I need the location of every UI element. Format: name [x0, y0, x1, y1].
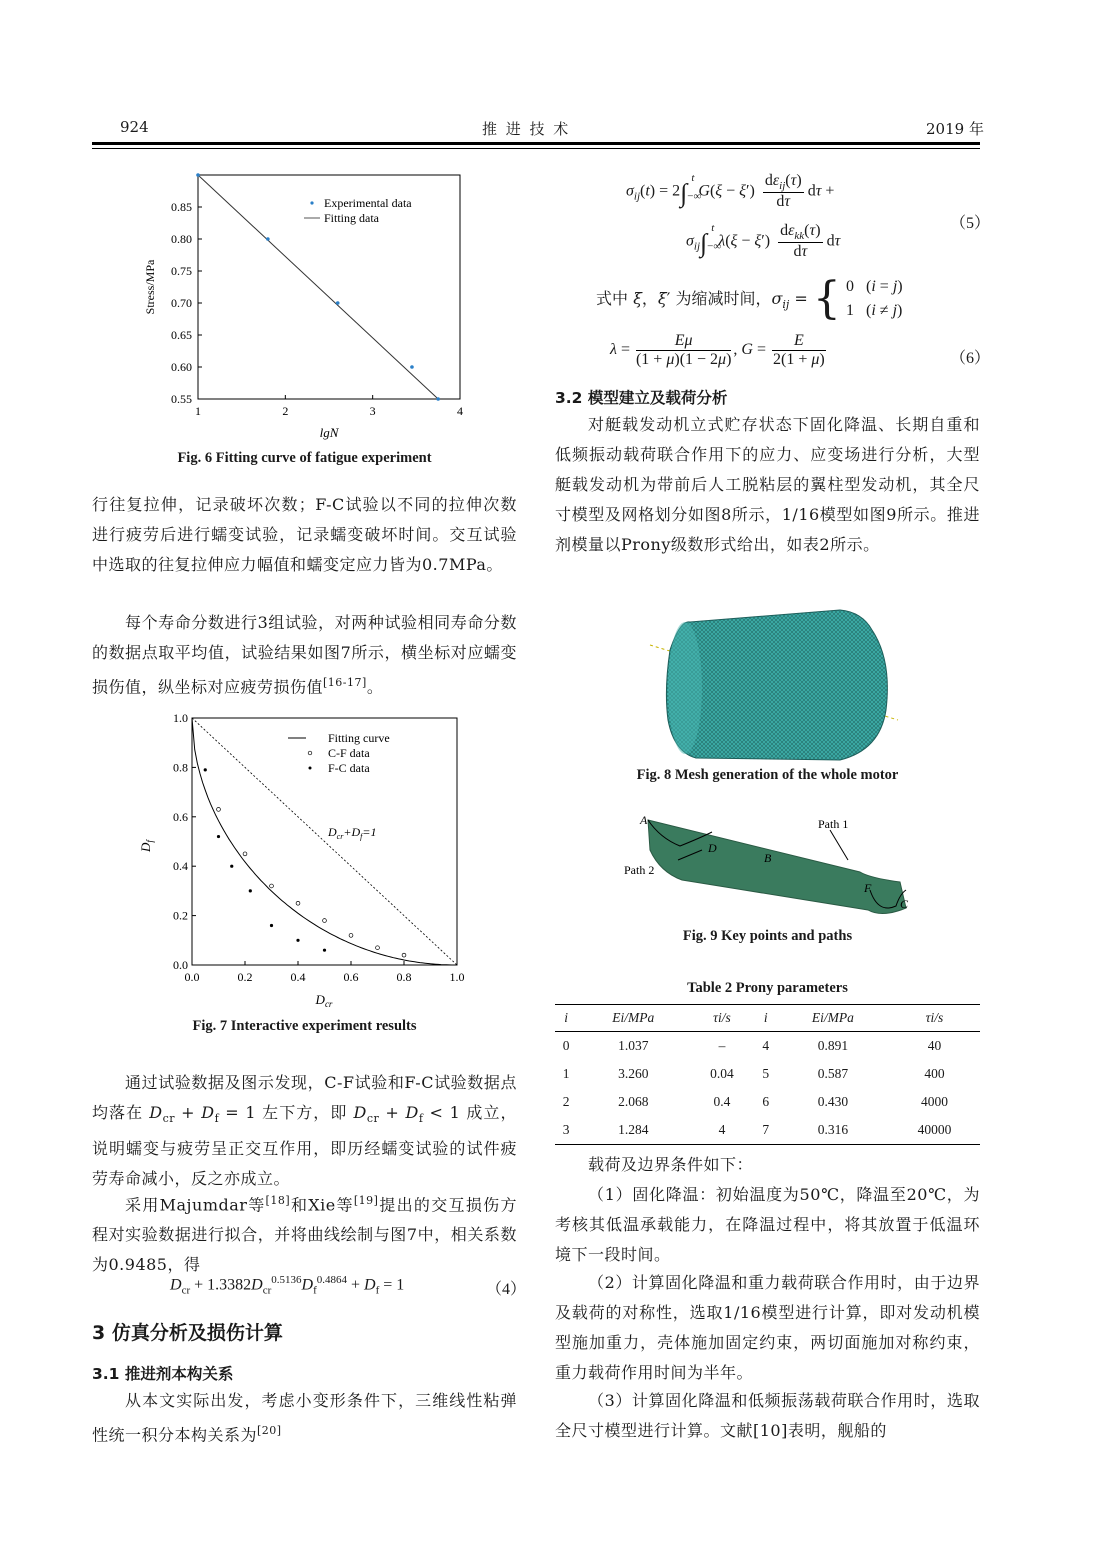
fig9-label-path1: Path 1: [818, 817, 849, 831]
section-3-2-heading: 3.2 模型建立及载荷分析: [555, 389, 728, 407]
equation-6: λ = $\frac{E\mu}{(1 + \mu)(1 - 2\mu)}$ , G = $\frac{E}{2(1 + \mu)}$: [610, 332, 825, 368]
fig6-legend-fit: Fitting data: [324, 211, 379, 225]
fig7-cf-point: [296, 901, 300, 905]
fig7-cf-point: [376, 946, 380, 950]
fig7-fc-point: [323, 949, 326, 952]
table-cell: 40: [927, 1038, 942, 1053]
paragraph-9: （2）计算固化降温和重力载荷联合作用时，由于边界及载荷的对称性，选取1/16模型进行计算，即对发动机模型施加重力，壳体施加固定约束，两切面施加对称约束，重力载荷作用时间为半年。: [555, 1273, 980, 1382]
fig7-xlabel: $D_{cr}$: [315, 992, 333, 1009]
fig6-xlabel: lgN: [319, 425, 339, 440]
fig7-xtick-label: 0.2: [237, 970, 253, 984]
fig7-legend-fit: Fitting curve: [328, 731, 390, 745]
fig7-xtick-label: 0.4: [290, 970, 306, 984]
table-cell: 0: [562, 1038, 570, 1053]
fig7-ylabel: $D_f$: [138, 840, 155, 852]
fig7-cf-point: [217, 807, 221, 811]
fig7-fc-point: [296, 939, 299, 942]
table-cell: 400: [924, 1066, 945, 1081]
fig8-caption: Fig. 8 Mesh generation of the whole motor: [636, 767, 899, 783]
table-row: [555, 1088, 980, 1116]
fig6-legend: [304, 196, 412, 225]
fig7-xtick-label: 0.0: [184, 970, 200, 984]
fig9-label-A: A: [640, 813, 648, 827]
table2-header-row: [555, 1005, 980, 1032]
fig6-chart: [130, 165, 470, 445]
fig6-data-point: [266, 237, 270, 241]
table-cell: 0.891: [817, 1038, 849, 1053]
header-rule-thin: [92, 148, 980, 149]
equation-6-number: （6）: [950, 350, 991, 367]
table2-header-cell: Ei/MPa: [777, 1005, 889, 1032]
fig7-ytick-label: 0.0: [173, 958, 188, 972]
equation-5-line-1: $\sigma_{ij}(t) = 2\int_{-\infty}^t$ G(ξ − ξ′) $d\varepsilon_{ij}(\tau)$ dτ dτ +: [626, 172, 835, 211]
where-clause: 式中 ξ，ξ′ 为缩减时间，$\sigma_{ij}$ = { 0 (i = j) 1 (i ≠ j): [596, 273, 903, 324]
fig6-xtick-label: 3: [369, 404, 376, 418]
fig7-cf-point: [270, 884, 274, 888]
table-cell: 0.430: [817, 1094, 849, 1109]
table-cell: 0.316: [817, 1122, 849, 1137]
fig6-xtick-label: 1: [195, 404, 201, 418]
table-cell: 7: [762, 1122, 770, 1137]
fig7-fc-point: [204, 768, 207, 771]
paragraph-8: （1）固化降温：初始温度为50℃，降温至20℃，为考核其低温承载能力，在降温过程中，将其放置于低温环境下一段时间。: [555, 1185, 980, 1264]
table2-body: [555, 1032, 980, 1145]
table-row: [555, 1116, 980, 1144]
fig7-cf-point: [243, 852, 247, 856]
fig9-label-D: D: [708, 841, 717, 855]
paragraph-2-end: 。: [366, 677, 384, 697]
table2-header-cell: i: [555, 1005, 577, 1032]
fig7-fc-point: [249, 889, 252, 892]
table2-header-cell: Ei/MPa: [577, 1005, 689, 1032]
fig7-legend-cf: C-F data: [328, 746, 370, 760]
fig7-xtick-label: 0.6: [343, 970, 359, 984]
fig6-ytick-label: 0.75: [171, 264, 192, 278]
fig6-xtick-label: 2: [282, 404, 289, 418]
fig6-ytick-label: 0.65: [171, 328, 192, 342]
table2-caption: Table 2 Prony parameters: [687, 980, 848, 996]
fig9-label-F: F: [864, 881, 872, 895]
fig7-fc-point: [230, 865, 233, 868]
table-cell: 1: [562, 1066, 570, 1081]
table-cell: 0.04: [710, 1066, 734, 1081]
fig6-ytick-label: 0.55: [171, 392, 192, 406]
table-cell: 6: [762, 1094, 770, 1109]
table-cell: 1.037: [618, 1038, 649, 1053]
year: 2019 年: [926, 120, 984, 138]
table2: [555, 1004, 980, 1145]
paragraph-2: [92, 608, 517, 702]
fig7-fc-point: [217, 835, 220, 838]
fig7-xtick-label: 1.0: [449, 970, 465, 984]
fig6-data-point: [436, 397, 440, 401]
fig7-xtick-label: 0.8: [396, 970, 412, 984]
table-row: [555, 1032, 980, 1061]
table2-header-cell: τi/s: [889, 1005, 980, 1032]
fig7-ytick-label: 0.6: [173, 809, 188, 824]
fig6-legend-exp: Experimental data: [324, 196, 412, 210]
paragraph-2-ref: [16-17]: [323, 676, 367, 689]
paragraph-5-ref: [20]: [257, 1424, 282, 1437]
table-cell: 3: [562, 1122, 570, 1137]
fig7-ytick-label: 1.0: [173, 711, 188, 725]
equation-4-number: （4）: [486, 1281, 527, 1298]
table-cell: 3.260: [618, 1066, 649, 1081]
fig7-cf-point: [402, 953, 406, 957]
paragraph-5-text: 从本文实际出发，考虑小变形条件下，三维线性粘弹性统一积分本构关系为: [92, 1391, 517, 1445]
fig9-label-C: C: [900, 897, 909, 911]
fig7-cf-point: [349, 933, 353, 937]
fig6-ytick-label: 0.70: [171, 296, 192, 310]
fig7-caption: Fig. 7 Interactive experiment results: [192, 1018, 417, 1034]
table-cell: 4: [762, 1038, 770, 1053]
paragraph-6: 对艇载发动机立式贮存状态下固化降温、长期自重和低频振动载荷联合作用下的应力、应变场进行分析，大型艇载发动机为带前后人工脱粘层的翼柱型发动机，其全尺寸模型及网格划分如图8所示，1/16模型如图9所示。推进剂模量以Prony级数形式给出，如表2所示。: [555, 415, 980, 554]
page-number: 924: [120, 118, 149, 136]
paragraph-7: 载荷及边界条件如下：: [588, 1155, 754, 1174]
fig7-ytick-label: 0.2: [173, 908, 188, 923]
fig7-ytick-label: 0.8: [173, 760, 188, 775]
table-cell: 40000: [917, 1122, 952, 1137]
fig7-fc-point: [270, 924, 273, 927]
fig9-key-points-image: [620, 810, 920, 920]
paragraph-2-text: 每个寿命分数进行3组试验，对两种试验相同寿命分数的数据点取平均值，试验结果如图7所示，横坐标对应蠕变损伤值，纵坐标对应疲劳损伤值: [92, 613, 517, 697]
table-cell: 0.4: [713, 1094, 731, 1109]
section-3-heading: 3 仿真分析及损伤计算: [92, 1322, 283, 1344]
table2-header-cell: τi/s: [689, 1005, 754, 1032]
equation-5-number: （5）: [950, 215, 991, 232]
equation-4: $D_{cr} + 1.3382D_{cr}^{0.5136}D_f^{0.4864} + D_f = 1$: [170, 1274, 405, 1297]
paragraph-5: [92, 1386, 517, 1450]
table-cell: 1.284: [618, 1122, 649, 1137]
fig8-mesh-image: [640, 600, 920, 765]
paragraph-1: 行往复拉伸，记录破坏次数；F-C试验以不同的拉伸次数进行疲劳后进行蠕变试验，记录蠕变破坏时间。交互试验中选取的往复拉伸应力幅值和蠕变定应力皆为0.7MPa。: [92, 495, 517, 574]
table-cell: 4000: [920, 1094, 948, 1109]
table-cell: 2.068: [618, 1094, 649, 1109]
fig6-ytick-label: 0.80: [171, 232, 192, 246]
table-cell: –: [718, 1038, 726, 1053]
fig7-legend: [288, 731, 390, 775]
journal-name: 推 进 技 术: [482, 120, 571, 138]
fig6-ytick-label: 0.85: [171, 200, 192, 214]
paragraph-3: 通过试验数据及图示发现，C-F试验和F-C试验数据点均落在 $D_{cr} + D_f = 1$ 左下方，即 $D_{cr} + D_f < 1$ 成立，说明蠕变与疲劳呈正交互作用，即历经蠕变试验的试件疲劳寿命减小，反之亦成立。: [92, 1073, 517, 1189]
paragraph-4: 采用Majumdar等[18]和Xie等[19]提出的交互损伤方程对实验数据进行拟合，并将曲线绘制与图7中，相关系数为0.9485，得: [92, 1194, 517, 1275]
fig6-data-point: [336, 301, 340, 305]
fig9-label-path2: Path 2: [624, 863, 655, 877]
fig7-cf-point: [323, 919, 327, 923]
table-cell: 0.587: [817, 1066, 849, 1081]
fig7-reference-line: [192, 718, 457, 965]
fig6-ylabel: Stress/MPa: [143, 259, 157, 315]
fig9-label-B: B: [764, 851, 772, 865]
fig6-data-point: [410, 365, 414, 369]
case-2: 1 (i ≠ j): [846, 302, 903, 319]
fig9-caption: Fig. 9 Key points and paths: [682, 928, 853, 944]
table-cell: 5: [762, 1066, 770, 1081]
fig7-legend-fc: F-C data: [328, 761, 370, 775]
fig7-chart: [130, 706, 480, 1016]
table-row: [555, 1060, 980, 1088]
case-1: 0 (i = j): [846, 278, 903, 295]
section-3-1-heading: 3.1 推进剂本构关系: [92, 1365, 234, 1383]
fig6-caption: Fig. 6 Fitting curve of fatigue experiment: [177, 450, 432, 466]
table-cell: 4: [718, 1122, 726, 1137]
paragraph-10: （3）计算固化降温和低频振荡载荷联合作用时，选取全尺寸模型进行计算。文献[10]表明，舰船的: [555, 1391, 980, 1440]
fig6-ytick-label: 0.60: [171, 360, 192, 374]
table-cell: 2: [562, 1094, 570, 1109]
table2-header-cell: i: [755, 1005, 777, 1032]
header-rule-thick: [92, 142, 980, 145]
fig6-xtick-label: 4: [457, 404, 463, 418]
equation-5-line-2: $\sigma_{ij}\int_{-\infty}^t$ λ(ξ − ξ′) $d\varepsilon_{kk}(\tau)$ dτ dτ: [686, 222, 841, 261]
fig7-ytick-label: 0.4: [173, 859, 188, 874]
fig6-data-point: [196, 173, 200, 177]
fig7-annotation: $D_{cr}+D_f=1$: [328, 825, 377, 841]
